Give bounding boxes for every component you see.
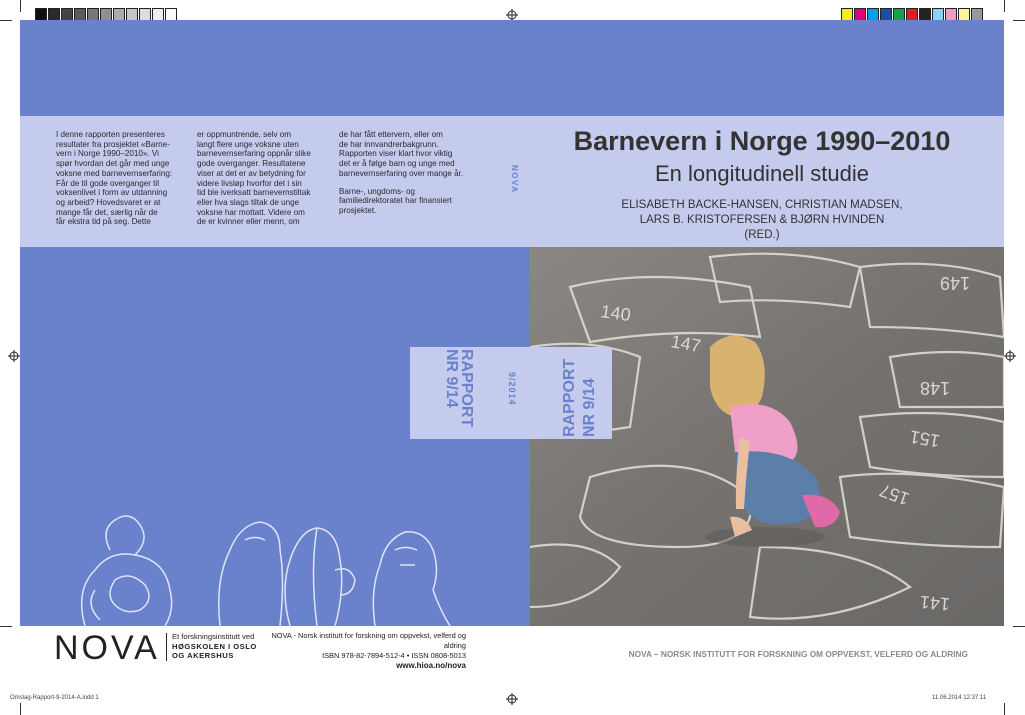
print-slug-date: 11.06.2014 12:37:11	[932, 695, 987, 701]
report-number: NR 9/14	[581, 378, 598, 437]
institution-text	[172, 632, 257, 661]
blurb-line: vern i Norge 1990–2010». Vi	[56, 149, 159, 159]
blurb-line: resultater fra prosjektet «Barne-	[56, 139, 170, 149]
chalk-number: 148	[919, 378, 950, 398]
blurb-line: de har innvandrerbakgrunn.	[339, 139, 439, 149]
report-number: NR 9/14	[443, 349, 460, 408]
blurb-line: mange får det, særlig når de	[56, 207, 158, 217]
blurb-line: I denne rapporten presenteres	[56, 130, 165, 139]
front-rapport-label	[560, 349, 606, 437]
blurb-line: er oppmuntrende, selv om	[197, 130, 292, 139]
authors	[556, 198, 968, 243]
blurb-line: tid ble iverksatt barnevernstiltak	[197, 188, 311, 198]
blurb-line: voksenlivet i form av utdanning	[56, 188, 168, 198]
blurb-line: Får de til gode overganger til	[56, 178, 160, 188]
rapport-word: RAPPORT	[458, 349, 475, 428]
page-title: Barnevern i Norge 1990–2010	[573, 126, 951, 156]
chalk-number: 157	[876, 480, 912, 510]
publisher-name: NOVA - Norsk institutt for forskning om oppvekst, velferd og aldring	[271, 631, 466, 650]
blurb-column-1	[56, 130, 178, 227]
family-line-drawing	[55, 510, 470, 626]
institution-line: HØGSKOLEN I OSLO	[172, 641, 257, 651]
front-footer: NOVA – NORSK INSTITUTT FOR FORSKNING OM OPPVEKST, VELFERD OG ALDRING	[628, 649, 968, 659]
blurb-line: gode overganger. Resultatene	[197, 159, 306, 169]
chalk-number: 149	[939, 273, 970, 293]
blurb-line: får ekstra tid på seg. Dette	[56, 217, 151, 227]
blurb-line: Barne-, ungdoms- og	[339, 186, 416, 196]
blurb-line: de er kvinner eller menn, om	[197, 217, 300, 227]
registration-mark-left	[8, 350, 20, 362]
blurb-line: videre livsløp hvorfor det i sin	[197, 178, 302, 188]
spine-issue-label: 9/2014	[507, 372, 517, 406]
registration-mark-right	[1004, 350, 1016, 362]
chalk-number: 140	[599, 301, 632, 326]
blurb-line: barnevernserfaring over mange år.	[339, 168, 464, 178]
blurb-line: eller hva slags tiltak de unge	[197, 197, 300, 207]
blurb-column-3	[339, 130, 479, 224]
blurb-line: og arbeid? Hovedsvaret er at	[56, 197, 161, 207]
blurb-line: voksne med barnevernserfaring:	[56, 168, 173, 178]
institution-line: OG AKERSHUS	[172, 651, 234, 660]
blurb-line: viser at det er av betydning for	[197, 168, 306, 178]
nova-logo: NOVA	[54, 629, 160, 667]
logo-divider	[166, 633, 167, 661]
blurb-line: prosjektet.	[339, 205, 377, 215]
rapport-word: RAPPORT	[561, 358, 578, 437]
subtitle: En longitudinell studie	[654, 161, 870, 186]
blurb-line: voksne har mottatt. Videre om	[197, 207, 305, 217]
publisher-info	[262, 631, 466, 671]
blurb-line: de har fått ettervern, eller om	[339, 130, 443, 139]
institution-line: Et forskningsinstitutt ved	[172, 632, 255, 641]
isbn-issn: ISBN 978-82-7894-512-4 • ISSN 0808-5013	[322, 651, 466, 660]
blurb-line: barnevernserfaring oppnår slike	[197, 149, 311, 159]
registration-mark-bottom	[506, 693, 518, 705]
blurb-column-2	[197, 130, 319, 227]
blurb-line: familiedirektoratet har finansiert	[339, 196, 452, 206]
website-link[interactable]: www.hioa.no/nova	[396, 661, 466, 670]
spine-nova-label: NOVA	[510, 165, 519, 194]
chalk-number: 141	[919, 591, 951, 615]
authors-line: ELISABETH BACKE-HANSEN, CHRISTIAN MADSEN,	[621, 199, 903, 211]
blurb-line: Rapporten viser klart hvor viktig	[339, 149, 453, 159]
blurb-line: spør hvordan det går med unge	[56, 159, 170, 169]
top-blue-band	[20, 20, 1004, 116]
blurb-line: det er å følge barn og unge med	[339, 159, 455, 169]
blurb-line: langt flere unge voksne uten	[197, 139, 299, 149]
back-rapport-label	[444, 349, 474, 437]
print-slug-file: Omslag-Rapport-9-2014-A.indd 1	[10, 695, 99, 701]
authors-line: (RED.)	[744, 229, 780, 241]
authors-line: LARS B. KRISTOFERSEN & BJØRN HVINDEN	[639, 214, 885, 226]
chalk-number: 147	[669, 331, 703, 357]
chalk-number: 151	[908, 426, 942, 452]
